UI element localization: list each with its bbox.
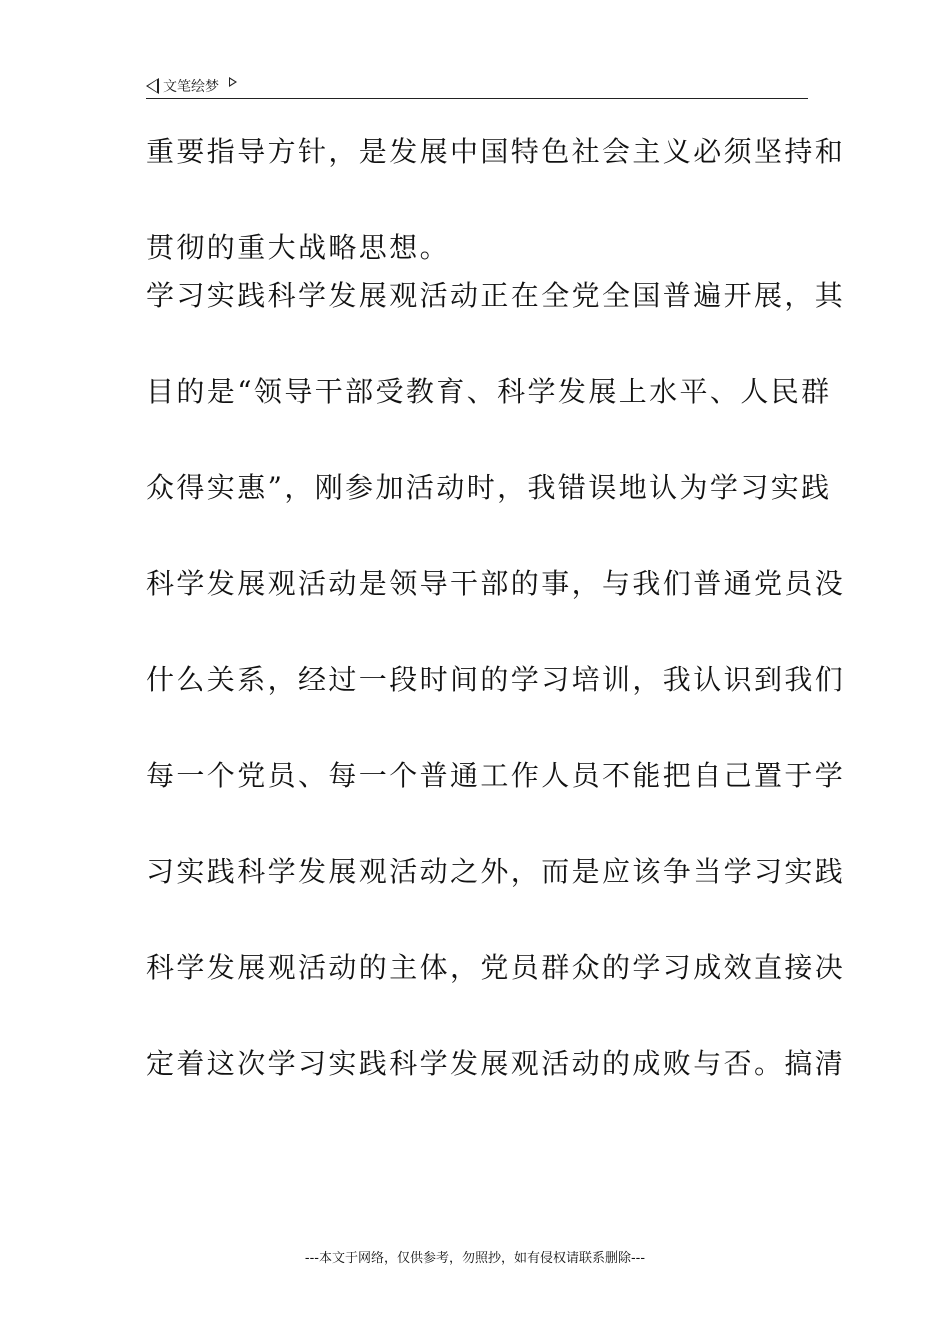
text-line: 学习实践科学发展观活动正在全党全国普遍开展，其 <box>146 279 846 312</box>
text-line: 每一个党员、每一个普通工作人员不能把自己置于学 <box>146 759 846 792</box>
page-header <box>146 74 808 99</box>
text-line: 什么关系，经过一段时间的学习培训，我认识到我们 <box>146 663 846 696</box>
text-line: 目的是“领导干部受教育、科学发展上水平、人民群 <box>146 375 832 408</box>
text-line: 众得实惠”，刚参加活动时，我错误地认为学习实践 <box>146 471 832 504</box>
footer-notice: ---本文于网络，仅供参考，勿照抄，如有侵权请联系删除--- <box>304 1251 646 1266</box>
text-line: 科学发展观活动的主体，党员群众的学习成效直接决 <box>146 951 846 984</box>
triangle-right-icon <box>229 77 237 87</box>
text-line: 贯彻的重大战略思想。 <box>146 231 451 264</box>
header-title-group <box>146 76 237 96</box>
text-line: 定着这次学习实践科学发展观活动的成败与否。搞清 <box>146 1047 846 1080</box>
header-title: 文笔绘梦 <box>163 79 219 95</box>
text-line: 习实践科学发展观活动之外，而是应该争当学习实践 <box>146 855 846 888</box>
text-line: 重要指导方针，是发展中国特色社会主义必须坚持和 <box>146 135 846 168</box>
text-line: 科学发展观活动是领导干部的事，与我们普通党员没 <box>146 567 846 600</box>
document-body <box>146 128 846 1136</box>
triangle-left-icon <box>146 78 159 94</box>
